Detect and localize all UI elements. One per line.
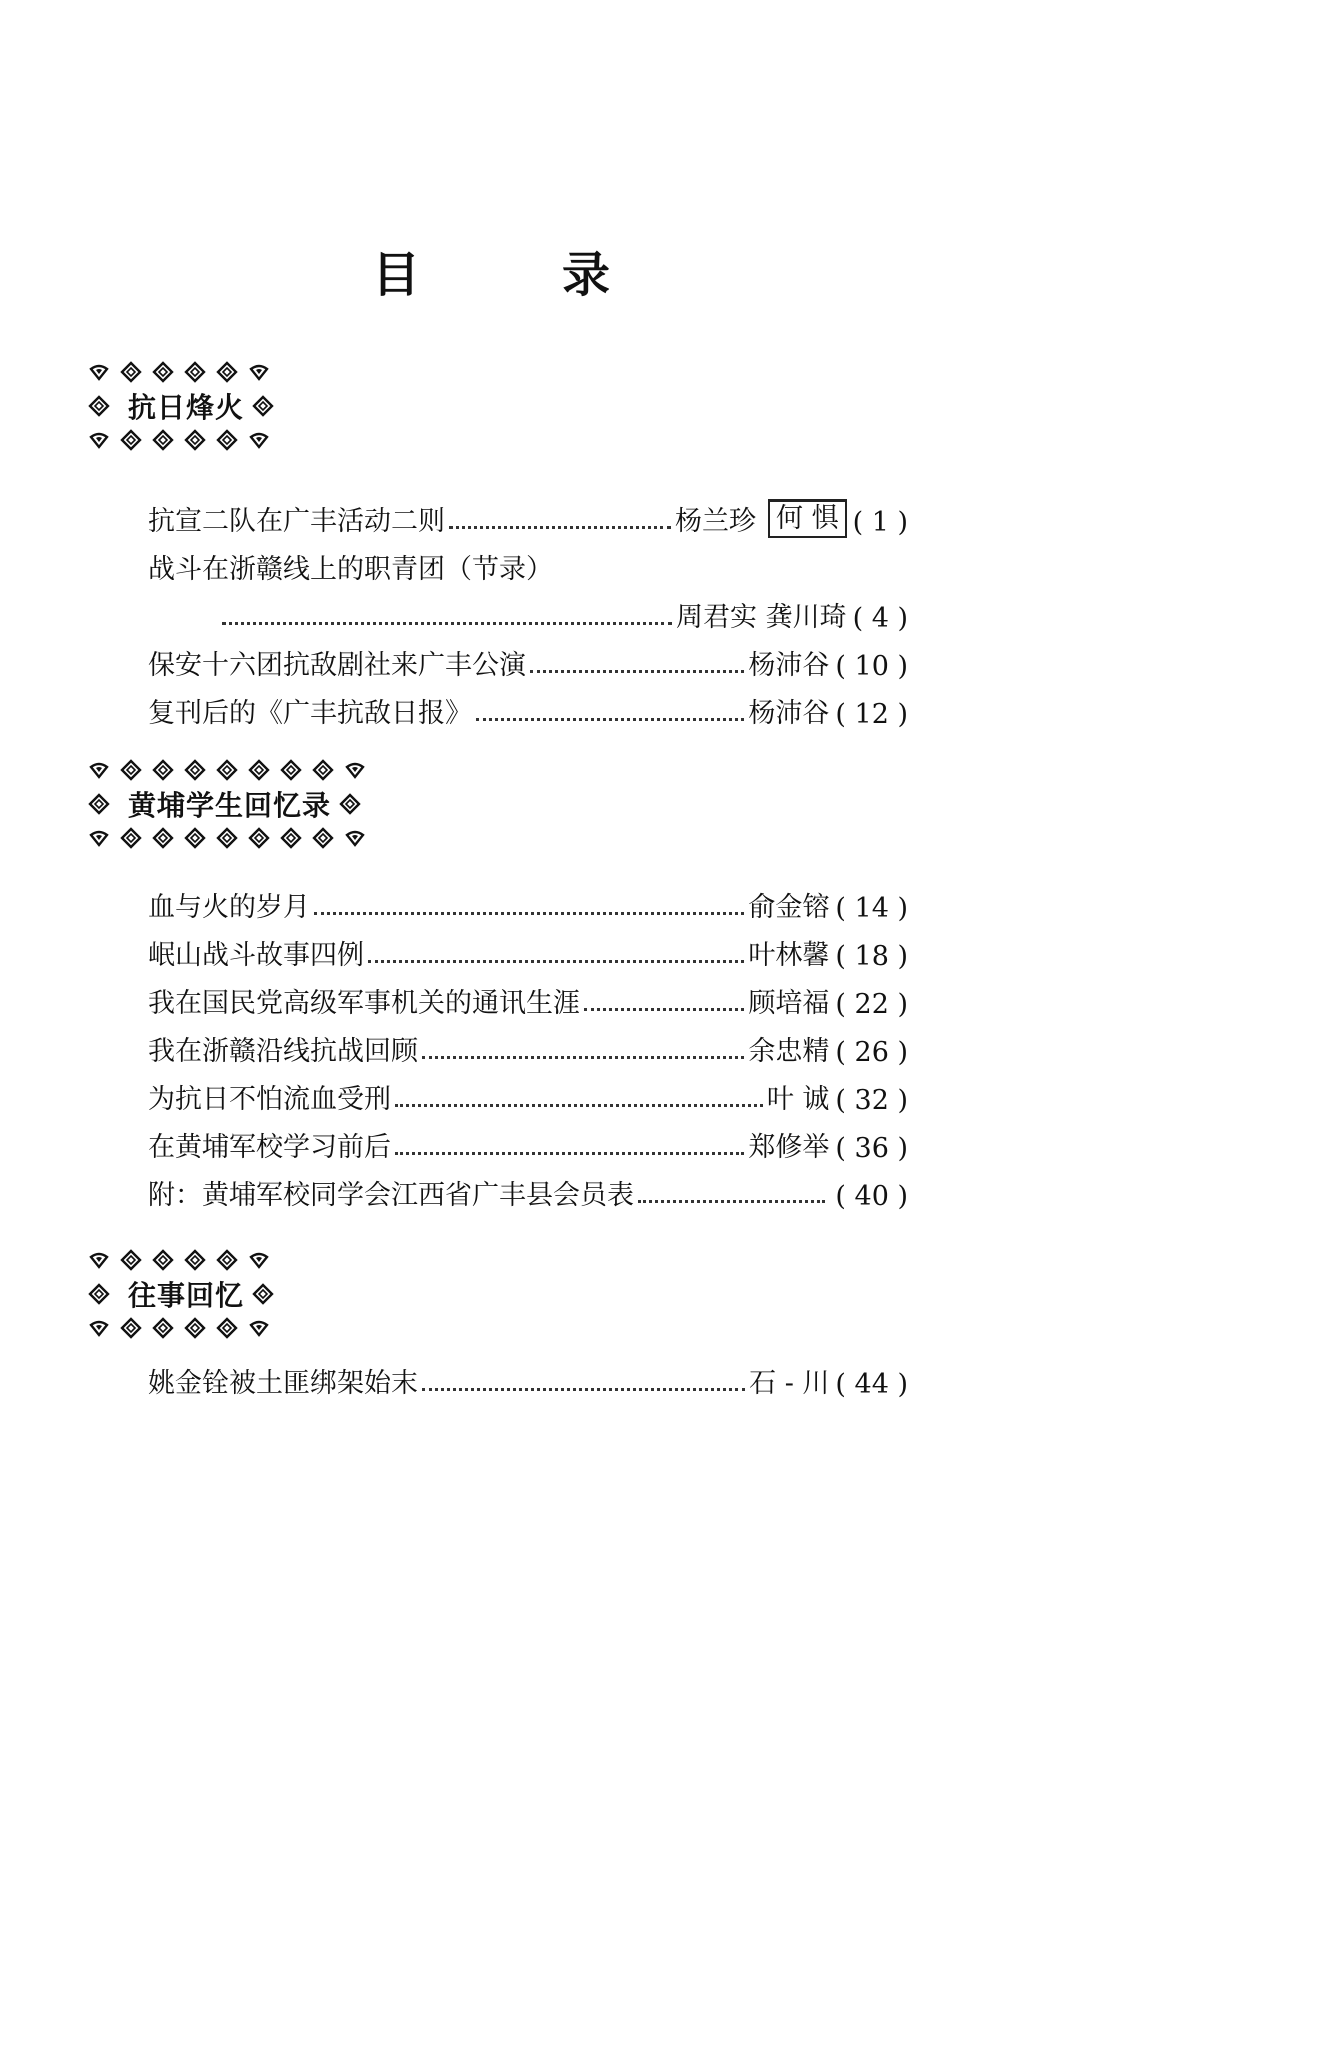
toc-entry [148, 1168, 908, 1212]
leader-dots [395, 1104, 763, 1107]
diamond-ornament-icon [184, 827, 206, 849]
diamond-ornament-icon [88, 395, 110, 417]
section-header-1 [88, 358, 284, 454]
toc-entry-title: 我在浙赣沿线抗战回顾 [148, 1036, 418, 1067]
toc-entry-author: 杨沛谷 [748, 698, 830, 729]
ornament-bottom [88, 426, 284, 454]
diamond-ornament-icon [252, 1283, 274, 1305]
corner-ornament-icon [248, 1249, 270, 1271]
diamond-ornament-icon [252, 395, 274, 417]
toc-entry-page: ( 1 ) [852, 507, 908, 538]
ornament-top [88, 1246, 284, 1274]
section-title: 抗日烽火 [128, 391, 245, 424]
diamond-ornament-icon [184, 759, 206, 781]
toc-entry-title: 附：黄埔军校同学会江西省广丰县会员表 [148, 1180, 634, 1211]
diamond-ornament-icon [120, 827, 142, 849]
toc-entry [148, 494, 908, 538]
diamond-ornament-icon [184, 361, 206, 383]
leader-dots [449, 526, 671, 529]
corner-ornament-icon [248, 429, 270, 451]
toc-entry-author: 余忠精 [748, 1036, 830, 1067]
leader-dots [422, 1388, 745, 1391]
toc-entry-continuation [218, 590, 908, 634]
toc-entry [148, 542, 908, 586]
toc-entry [148, 1120, 908, 1164]
corner-ornament-icon [248, 1317, 270, 1339]
toc-entry-author: 杨兰珍 [674, 506, 756, 537]
section-title: 往事回忆 [128, 1279, 245, 1312]
toc-entry-author: 叶 诚 [766, 1084, 830, 1115]
diamond-ornament-icon [216, 759, 238, 781]
leader-dots [584, 1008, 744, 1011]
diamond-ornament-icon [216, 429, 238, 451]
diamond-ornament-icon [312, 759, 334, 781]
leader-dots [530, 670, 744, 673]
diamond-ornament-icon [216, 361, 238, 383]
toc-entry-title: 战斗在浙赣线上的职青团（节录） [148, 554, 553, 585]
toc-entry-page: ( 26 ) [835, 1037, 908, 1068]
toc-entry-author: 俞金镕 [748, 892, 830, 923]
toc-entry-page: ( 12 ) [835, 699, 908, 730]
diamond-ornament-icon [152, 1249, 174, 1271]
leader-dots [476, 718, 744, 721]
corner-ornament-icon [248, 361, 270, 383]
toc-entry-title: 为抗日不怕流血受刑 [148, 1084, 391, 1115]
toc-entry-author: 周君实 龚川琦 [675, 602, 847, 633]
toc-entry-author: 叶林馨 [748, 940, 830, 971]
toc-entry-title: 抗宣二队在广丰活动二则 [148, 506, 445, 537]
diamond-ornament-icon [120, 1249, 142, 1271]
corner-ornament-icon [344, 759, 366, 781]
ornament-top [88, 756, 376, 784]
toc-entry-title: 保安十六团抗敌剧社来广丰公演 [148, 650, 526, 681]
toc-entry-author: 石 - 川 [749, 1368, 830, 1399]
toc-entry-title: 血与火的岁月 [148, 892, 310, 923]
diamond-ornament-icon [312, 827, 334, 849]
toc-entry-page: ( 18 ) [835, 941, 908, 972]
toc-entry-page: ( 36 ) [835, 1133, 908, 1164]
toc-entry-page: ( 22 ) [835, 989, 908, 1020]
toc-entry-page: ( 40 ) [835, 1181, 908, 1212]
diamond-ornament-icon [216, 827, 238, 849]
toc-entry [148, 1024, 908, 1068]
diamond-ornament-icon [152, 429, 174, 451]
diamond-ornament-icon [216, 1317, 238, 1339]
toc-entry [148, 1072, 908, 1116]
toc-entry-author: 顾培福 [748, 988, 830, 1019]
diamond-ornament-icon [152, 827, 174, 849]
diamond-ornament-icon [248, 827, 270, 849]
diamond-ornament-icon [152, 1317, 174, 1339]
toc-entry-title: 岷山战斗故事四例 [148, 940, 364, 971]
diamond-ornament-icon [152, 361, 174, 383]
corner-ornament-icon [88, 759, 110, 781]
toc-entry-author: 杨沛谷 [748, 650, 830, 681]
toc-entry-title: 复刊后的《广丰抗敌日报》 [148, 698, 472, 729]
diamond-ornament-icon [88, 793, 110, 815]
toc-entry-title: 我在国民党高级军事机关的通讯生涯 [148, 988, 580, 1019]
toc-entry-page: ( 10 ) [835, 651, 908, 682]
diamond-ornament-icon [120, 759, 142, 781]
ornament-top [88, 358, 284, 386]
toc-entry-page: ( 44 ) [835, 1369, 908, 1400]
toc-entry-page: ( 32 ) [835, 1085, 908, 1116]
toc-entry-page: ( 4 ) [852, 603, 908, 634]
toc-entry [148, 976, 908, 1020]
leader-dots [638, 1200, 825, 1203]
ornament-bottom [88, 824, 376, 852]
toc-entry [148, 880, 908, 924]
corner-ornament-icon [88, 361, 110, 383]
diamond-ornament-icon [120, 361, 142, 383]
page-title-char-2: 录 [562, 247, 611, 303]
toc-entry [148, 686, 908, 730]
diamond-ornament-icon [248, 759, 270, 781]
toc-entry [148, 638, 908, 682]
toc-entry-page: ( 14 ) [835, 893, 908, 924]
corner-ornament-icon [344, 827, 366, 849]
section-header-3 [88, 1246, 284, 1342]
leader-dots [368, 960, 744, 963]
toc-entry [148, 928, 908, 972]
diamond-ornament-icon [184, 429, 206, 451]
corner-ornament-icon [88, 1317, 110, 1339]
corner-ornament-icon [88, 827, 110, 849]
section-header-2 [88, 756, 376, 852]
corner-ornament-icon [88, 1249, 110, 1271]
diamond-ornament-icon [184, 1249, 206, 1271]
diamond-ornament-icon [280, 759, 302, 781]
diamond-ornament-icon [88, 1283, 110, 1305]
section-title: 黄埔学生回忆录 [128, 789, 332, 822]
toc-entry-title: 姚金铨被土匪绑架始末 [148, 1368, 418, 1399]
leader-dots [422, 1056, 744, 1059]
page-title-char-1: 目 [372, 247, 421, 303]
diamond-ornament-icon [152, 759, 174, 781]
diamond-ornament-icon [120, 429, 142, 451]
toc-entry-title: 在黄埔军校学习前后 [148, 1132, 391, 1163]
diamond-ornament-icon [339, 793, 361, 815]
diamond-ornament-icon [120, 1317, 142, 1339]
ornament-bottom [88, 1314, 284, 1342]
diamond-ornament-icon [280, 827, 302, 849]
leader-dots [395, 1152, 744, 1155]
leader-dots [314, 912, 744, 915]
diamond-ornament-icon [216, 1249, 238, 1271]
toc-entry-author: 郑修举 [748, 1132, 830, 1163]
boxed-author-name: 何 惧 [768, 499, 847, 538]
diamond-ornament-icon [184, 1317, 206, 1339]
leader-dots [222, 622, 672, 625]
corner-ornament-icon [88, 429, 110, 451]
toc-entry [148, 1356, 908, 1400]
